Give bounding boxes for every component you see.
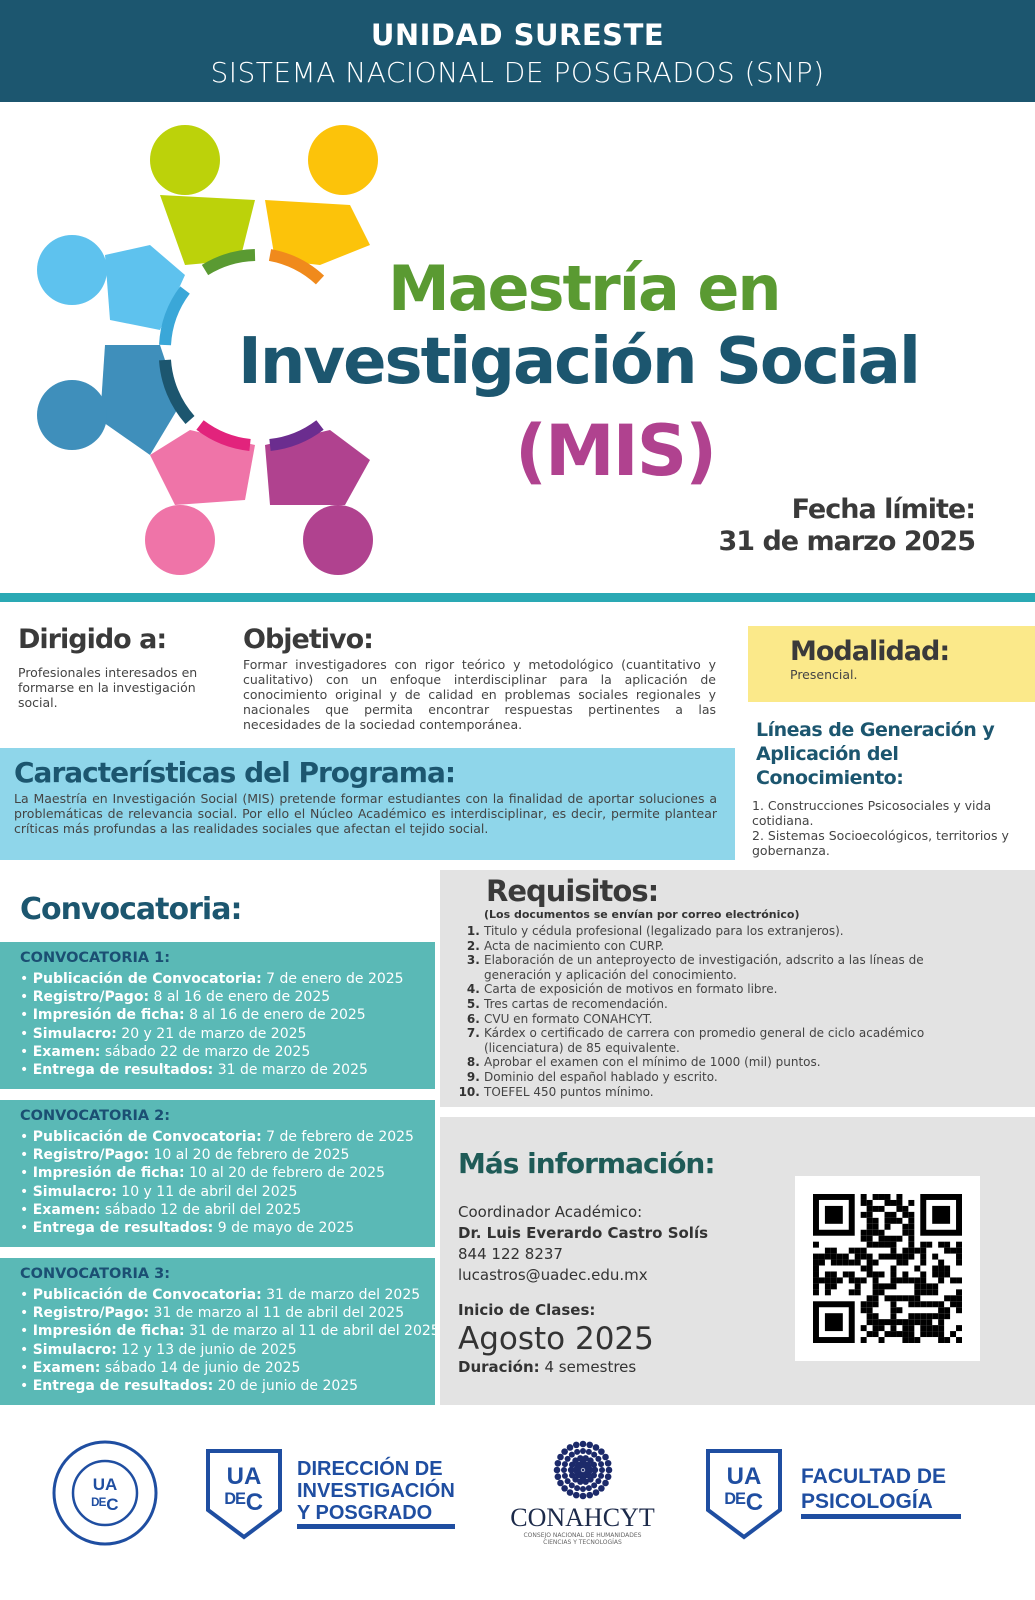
lineas-item: 2. Sistemas Socioecológicos, territorios y gobernanza. [752,828,1009,858]
item-label: Entrega de resultados: [32,1378,214,1395]
item-label: Publicación de Convocatoria: [32,1287,262,1303]
item-date: 7 de febrero de 2025 [266,1129,414,1145]
caracteristicas-heading: Características del Programa: [14,756,456,789]
svg-text:UA: UA [726,1463,762,1490]
unit-name: UNIDAD SURESTE [370,18,665,52]
item-date: 12 y 13 de junio de 2025 [121,1341,297,1358]
requisito-item: 5. Tres cartas de recomendación. [484,997,960,1012]
conahcyt-sub: CONSEJO NACIONAL DE HUMANIDADES [523,1532,642,1539]
info-heading: Más información: [458,1147,715,1180]
requisito-item: 9. Dominio del español hablado y escrito. [484,1070,960,1085]
convocatoria-item: • Simulacro: 10 y 11 de abril del 2025 [20,1183,298,1200]
item-label: Entrega de resultados: [32,1220,214,1237]
uadec-seal-logo [50,1438,160,1548]
item-date: 31 de marzo al 11 de abril del 2025 [153,1305,405,1322]
requisito-item: 1. Titulo y cédula profesional (legalizado para los extranjeros). [484,924,960,939]
start-label: Inicio de Clases: [458,1301,596,1319]
svg-text:UA: UA [92,1475,118,1494]
duration-value: 4 semestres [544,1358,637,1376]
item-date: sábado 22 de marzo de 2025 [104,1043,311,1060]
coordinator-label: Coordinador Académico: [458,1203,643,1221]
title-line2: Investigación Social [238,325,919,399]
fp-line: FACULTAD DE [801,1465,947,1488]
convocatoria-item: • Entrega de resultados: 20 de junio de 2025 [20,1378,359,1395]
convocatoria-title: CONVOCATORIA 2: [20,1108,171,1124]
qr-code-image [813,1194,962,1343]
item-date: 31 de marzo de 2025 [217,1062,368,1079]
item-label: Impresión de ficha: [32,1323,185,1340]
lineas-item: 1. Construcciones Psicosociales y vida cotidiana. [752,798,992,828]
item-label: Simulacro: [32,1341,117,1358]
duration-label: Duración: [458,1358,540,1376]
deadline-label: Fecha límite: [791,494,975,525]
item-date: 10 al 20 de febrero de 2025 [189,1165,385,1182]
item-label: Impresión de ficha: [32,1165,185,1182]
convocatoria-box [0,1258,440,1405]
item-label: Registro/Pago: [32,1147,150,1164]
convocatoria-item: • Examen: sábado 14 de junio de 2025 [20,1359,301,1376]
requisito-item: 7. Kárdex o certificado de carrera con promedio general de ciclo académico (licenciatura) de 85 equivalente. [484,1026,960,1055]
objetivo-text: Formar investigadores con rigor teórico y metodológico (cuantitativo y cualitativo) con un enfoque interdisciplinar para la aplicación de conocimiento original y de calidad en problemas sociales regionales y nacionales que permita encontrar respuestas pertinentes a las necesidades de la sociedad contemporánea. [243,657,716,732]
item-date: 10 al 20 de febrero de 2025 [153,1147,350,1164]
convocatoria-item: • Simulacro: 20 y 21 de marzo de 2025 [20,1025,307,1042]
title-line3: (MIS) [515,410,716,492]
requisitos-list [440,924,960,1099]
item-label: Entrega de resultados: [32,1062,214,1079]
item-date: sábado 14 de junio de 2025 [104,1359,301,1376]
convocatoria-item: • Entrega de resultados: 31 de marzo de 2025 [20,1062,368,1079]
modalidad-text: Presencial. [790,667,858,682]
conahcyt-sub: CIENCIAS Y TECNOLOGÍAS [543,1539,622,1546]
item-date: sábado 12 de abril del 2025 [104,1201,302,1218]
convocatoria-item: • Registro/Pago: 8 al 16 de enero de 2025 [20,989,331,1006]
dip-logo [205,1448,455,1540]
uadec-shield-icon [205,1448,283,1540]
header-banner [0,0,1035,102]
item-label: Registro/Pago: [32,989,150,1006]
item-label: Publicación de Convocatoria: [32,971,262,987]
dip-line: INVESTIGACIÓN [297,1480,455,1502]
qr-code[interactable] [795,1176,980,1361]
dirigido-heading: Dirigido a: [18,624,167,655]
requisito-item: 2. Acta de nacimiento con CURP. [484,939,960,954]
dip-line: Y POSGRADO [297,1502,433,1524]
caracteristicas-text: La Maestría en Investigación Social (MIS) pretende formar estudiantes con la finalidad de aportar soluciones a problemáticas de relevancia social. Por ello el Núcleo Académico es interdisciplinar, es decir, permite plantear críticas más profundas a las realidades sociales que afectan el tejido social. [14,791,717,836]
deadline-date: 31 de marzo 2025 [718,526,975,557]
item-label: Examen: [32,1359,101,1376]
requisito-item: 8. Aprobar el examen con el mínimo de 1000 (mil) puntos. [484,1055,960,1070]
convocatoria-item: • Simulacro: 12 y 13 de junio de 2025 [20,1341,297,1358]
requisito-item: 3. Elaboración de un anteproyecto de investigación, adscrito a las líneas de generación y aplicación del conocimiento. [484,953,960,982]
lineas-heading: Líneas de Generación y Aplicación del Conocimiento: [756,719,995,789]
item-date: 20 de junio de 2025 [217,1378,359,1395]
convocatoria-item: • Impresión de ficha: 10 al 20 de febrero de 2025 [20,1165,385,1182]
start-date: Agosto 2025 [458,1321,654,1357]
requisito-item: 10. TOEFEL 450 puntos mínimo. [484,1085,960,1100]
convocatoria-item: • Entrega de resultados: 9 de mayo de 2025 [20,1220,355,1237]
conahcyt-logo [500,1440,665,1546]
modalidad-section [748,626,1035,702]
item-date: 20 y 21 de marzo de 2025 [121,1025,307,1042]
objetivo-section [243,624,716,732]
item-date: 9 de mayo de 2025 [217,1220,355,1237]
convocatoria-item: • Registro/Pago: 10 al 20 de febrero de 2025 [20,1147,350,1164]
modalidad-heading: Modalidad: [790,636,950,667]
svg-text:ᴰᴱC: ᴰᴱC [91,1495,119,1514]
convocatoria-item: • Examen: sábado 12 de abril del 2025 [20,1201,302,1218]
item-date: 31 de marzo del 2025 [266,1287,421,1303]
deadline [719,494,976,558]
item-label: Registro/Pago: [32,1305,150,1322]
requisito-item: 6. CVU en formato CONAHCYT. [484,1012,960,1027]
system-name: SISTEMA NACIONAL DE POSGRADOS (SNP) [210,56,825,89]
item-label: Examen: [32,1201,101,1218]
item-date: 7 de enero de 2025 [266,971,404,987]
psicologia-logo [705,1448,961,1540]
convocatoria-item: • Examen: sábado 22 de marzo de 2025 [20,1043,311,1060]
requisitos-heading: Requisitos: [486,874,659,908]
item-label: Publicación de Convocatoria: [32,1129,262,1145]
contact-block [458,1202,708,1378]
item-date: 8 al 16 de enero de 2025 [189,1007,366,1024]
conahcyt-dots-icon [553,1440,613,1500]
coordinator-name: Dr. Luis Everardo Castro Solís [458,1224,709,1242]
conahcyt-name: CONAHCYT [510,1503,655,1532]
convocatoria-item: • Impresión de ficha: 31 de marzo al 11 de abril del 2025 [20,1323,440,1340]
email-link[interactable]: lucastros@uadec.edu.mx [458,1266,648,1284]
divider-line [0,593,1035,602]
svg-text:UA: UA [226,1463,262,1490]
lineas-section [752,718,1027,858]
dirigido-text: Profesionales interesados en formarse en la investigación social. [18,665,198,710]
convocatoria-item: • Impresión de ficha: 8 al 16 de enero de 2025 [20,1007,366,1024]
fp-line: PSICOLOGÍA [801,1490,933,1513]
item-date: 10 y 11 de abril del 2025 [121,1183,298,1200]
title-line1: Maestría en [388,252,780,325]
item-label: Impresión de ficha: [32,1007,185,1024]
requisitos-note: (Los documentos se envían por correo electrónico) [484,908,800,921]
item-label: Examen: [32,1043,101,1060]
convocatoria-box [0,1100,435,1247]
svg-text:ᴰᴱC: ᴰᴱC [724,1489,764,1516]
convocatoria-box [0,942,435,1089]
item-date: 8 al 16 de enero de 2025 [153,989,331,1006]
convocatoria-item: • Registro/Pago: 31 de marzo al 11 de abril del 2025 [20,1305,405,1322]
convocatoria-title: CONVOCATORIA 1: [20,950,171,966]
item-label: Simulacro: [32,1183,117,1200]
convocatoria-item: • Publicación de Convocatoria: 7 de febrero de 2025 [20,1129,414,1145]
dirigido-section [18,624,208,710]
convocatoria-title: CONVOCATORIA 3: [20,1266,171,1282]
objetivo-heading: Objetivo: [243,624,373,655]
convocatoria-heading: Convocatoria: [20,892,242,927]
requisitos-section [440,870,1035,1107]
svg-text:ᴰᴱC: ᴰᴱC [224,1489,264,1516]
info-section [440,1117,1035,1405]
convocatoria-item: • Publicación de Convocatoria: 7 de enero de 2025 [20,971,404,987]
convocatoria-item: • Publicación de Convocatoria: 31 de marzo del 2025 [20,1287,421,1303]
item-date: 31 de marzo al 11 de abril del 2025 [189,1323,440,1340]
phone: 844 122 8237 [458,1245,563,1263]
requisito-item: 4. Carta de exposición de motivos en formato libre. [484,982,960,997]
caracteristicas-section [0,748,735,860]
item-label: Simulacro: [32,1025,117,1042]
dip-line: DIRECCIÓN DE [297,1458,443,1480]
uadec-shield-icon [705,1448,783,1540]
